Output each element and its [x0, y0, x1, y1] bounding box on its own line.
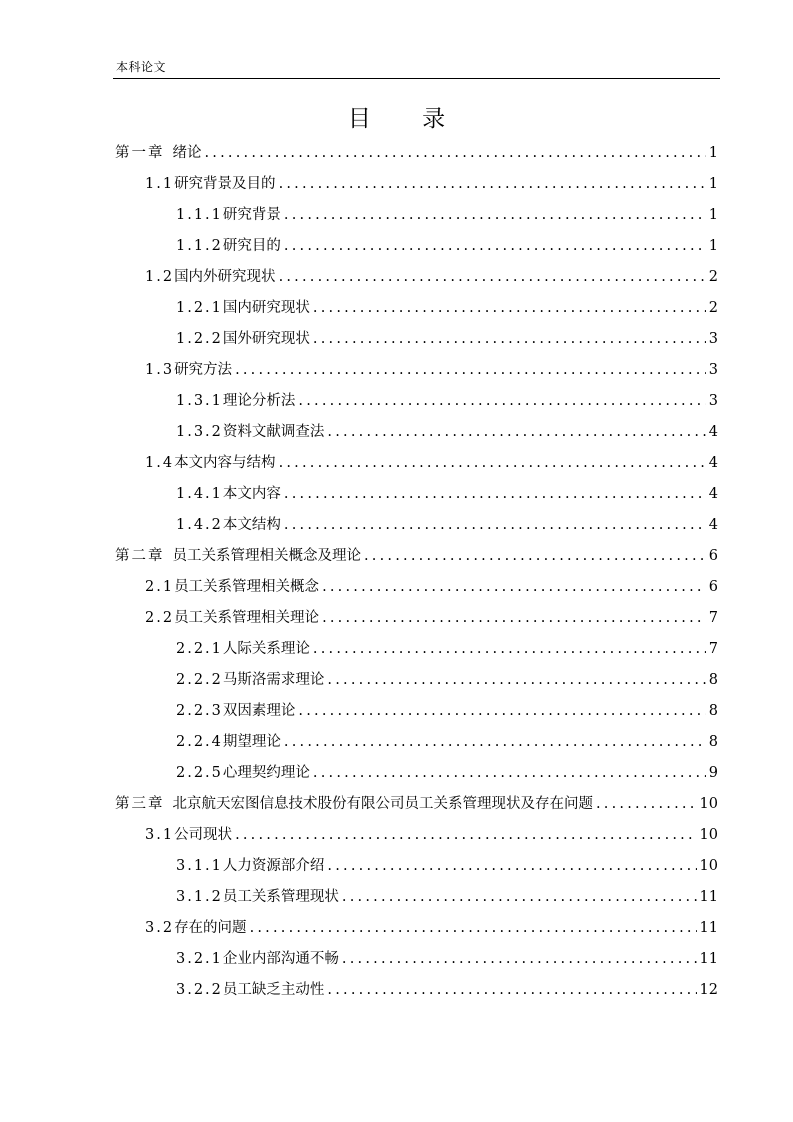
toc-entry-page-number: 1 [708, 207, 718, 223]
toc-entry[interactable] [145, 448, 718, 479]
toc-entry-title: 北京航天宏图信息技术股份有限公司员工关系管理现状及存在问题 [172, 796, 593, 812]
toc-entry-number: 1.4.2 [176, 517, 223, 533]
toc-entry-title: 员工关系管理相关概念及理论 [172, 548, 361, 564]
toc-entry-number: 1.4 [145, 455, 175, 471]
toc-entry-number: 第一章 [115, 145, 165, 161]
toc-entry-number: 1.3.1 [176, 393, 223, 409]
toc-entry-title: 公司现状 [174, 827, 233, 843]
toc-entry[interactable] [176, 200, 718, 231]
toc-entry-title: 员工关系管理现状 [222, 889, 339, 905]
toc-entry-title: 人际关系理论 [222, 641, 310, 657]
toc-dot-leader [284, 479, 706, 510]
toc-entry-title: 人力资源部介绍 [222, 858, 325, 874]
toc-entry-number: 1.1 [145, 176, 175, 192]
toc-entry-page-number: 3 [708, 331, 718, 347]
toc-entry-title: 国外研究现状 [222, 331, 310, 347]
toc-entry-page-number: 11 [699, 920, 718, 936]
toc-entry[interactable] [145, 355, 718, 386]
toc-entry-number: 2.2 [145, 610, 175, 626]
toc-entry[interactable] [115, 541, 718, 572]
toc-entry-title: 绪论 [172, 145, 202, 161]
toc-entry-number: 2.2.5 [176, 765, 223, 781]
toc-dot-leader [284, 200, 706, 231]
page-header: 本科论文 [116, 60, 167, 74]
toc-entry-page-number: 11 [699, 889, 718, 905]
toc-dot-leader [284, 231, 706, 262]
toc-dot-leader [364, 541, 706, 572]
toc-entry-title: 员工关系管理相关概念 [174, 579, 320, 595]
toc-entry-page-number: 4 [708, 455, 718, 471]
toc-entry-page-number: 7 [708, 610, 718, 626]
toc-entry-page-number: 1 [708, 238, 718, 254]
toc-entry-title: 员工缺乏主动性 [222, 982, 325, 998]
toc-entry-title: 期望理论 [222, 734, 281, 750]
toc-entry-number: 2.1 [145, 579, 175, 595]
toc-entry-page-number: 7 [708, 641, 718, 657]
toc-entry[interactable] [176, 634, 718, 665]
toc-entry-number: 3.2.1 [176, 951, 223, 967]
toc-entry[interactable] [176, 665, 718, 696]
toc-entry[interactable] [176, 510, 718, 541]
toc-entry-number: 1.4.1 [176, 486, 223, 502]
toc-entry-title: 理论分析法 [222, 393, 296, 409]
toc-entry-page-number: 11 [699, 951, 718, 967]
toc-entry-title: 马斯洛需求理论 [222, 672, 325, 688]
toc-entry-page-number: 6 [708, 548, 718, 564]
toc-entry-page-number: 10 [699, 858, 718, 874]
toc-entry-number: 3.1.1 [176, 858, 223, 874]
header-divider [113, 78, 720, 79]
toc-dot-leader [235, 355, 706, 386]
toc-entry[interactable] [176, 851, 718, 882]
toc-dot-leader [342, 944, 697, 975]
toc-dot-leader [596, 789, 697, 820]
toc-entry-number: 3.2.2 [176, 982, 223, 998]
toc-entry-title: 研究目的 [222, 238, 281, 254]
toc-dot-leader [235, 820, 696, 851]
toc-entry-title: 研究背景 [222, 207, 281, 223]
toc-entry-number: 1.3 [145, 362, 175, 378]
toc-entry-title: 研究方法 [174, 362, 233, 378]
toc-entry-page-number: 9 [708, 765, 718, 781]
toc-entry[interactable] [176, 324, 718, 355]
toc-entry-title: 双因素理论 [222, 703, 296, 719]
toc-entry-title: 本文内容 [222, 486, 281, 502]
toc-entry-title: 研究背景及目的 [174, 176, 276, 192]
toc-dot-leader [327, 851, 696, 882]
toc-entry-number: 1.1.2 [176, 238, 223, 254]
toc-dot-leader [313, 634, 706, 665]
toc-entry-number: 2.2.1 [176, 641, 223, 657]
toc-entry-number: 1.2.1 [176, 300, 223, 316]
toc-dot-leader [284, 510, 706, 541]
toc-dot-leader [298, 696, 705, 727]
toc-entry[interactable] [145, 820, 718, 851]
toc-entry[interactable] [176, 386, 718, 417]
toc-entry-page-number: 8 [708, 672, 718, 688]
toc-entry-number: 3.1 [145, 827, 175, 843]
toc-entry[interactable] [176, 882, 718, 913]
toc-dot-leader [327, 975, 696, 1006]
toc-entry-title: 资料文献调查法 [222, 424, 325, 440]
toc-entry-page-number: 1 [708, 145, 718, 161]
toc-entry-number: 1.3.2 [176, 424, 223, 440]
toc-entry-page-number: 4 [708, 517, 718, 533]
toc-entry-page-number: 8 [708, 703, 718, 719]
toc-entry[interactable] [145, 913, 718, 944]
toc-entry-page-number: 12 [699, 982, 718, 998]
toc-entry-title: 本文内容与结构 [174, 455, 276, 471]
toc-dot-leader [313, 293, 706, 324]
toc-entry[interactable] [115, 789, 718, 820]
toc-entry-title: 存在的问题 [174, 920, 247, 936]
toc-entry-number: 第三章 [115, 796, 165, 812]
toc-entry-number: 1.1.1 [176, 207, 223, 223]
toc-dot-leader [279, 262, 706, 293]
toc-entry[interactable] [176, 944, 718, 975]
toc-entry[interactable] [145, 169, 718, 200]
toc-entry[interactable] [176, 479, 718, 510]
toc-title: 目 录 [347, 106, 468, 132]
toc-entry[interactable] [176, 696, 718, 727]
toc-dot-leader [342, 882, 697, 913]
toc-dot-leader [298, 386, 705, 417]
toc-entry-number: 2.2.2 [176, 672, 223, 688]
toc-dot-leader [313, 324, 706, 355]
toc-entry-page-number: 6 [708, 579, 718, 595]
toc-entry[interactable] [176, 417, 718, 448]
toc-entry-page-number: 1 [708, 176, 718, 192]
toc-dot-leader [322, 603, 706, 634]
toc-entry-number: 3.2 [145, 920, 175, 936]
toc-entry-number: 第二章 [115, 548, 165, 564]
toc-entry-title: 本文结构 [222, 517, 281, 533]
toc-entry-title: 心理契约理论 [222, 765, 310, 781]
toc-entry-title: 企业内部沟通不畅 [222, 951, 339, 967]
toc-dot-leader [279, 448, 706, 479]
toc-entry-title: 员工关系管理相关理论 [174, 610, 320, 626]
toc-entry[interactable] [176, 293, 718, 324]
toc-entry-page-number: 2 [708, 269, 718, 285]
toc-dot-leader [327, 417, 705, 448]
toc-entry-number: 1.2.2 [176, 331, 223, 347]
toc-entry[interactable] [176, 975, 718, 1006]
toc-entry-number: 2.2.4 [176, 734, 223, 750]
toc-entry[interactable] [176, 727, 718, 758]
toc-entry-page-number: 4 [708, 486, 718, 502]
toc-entry[interactable] [176, 231, 718, 262]
toc-entry[interactable] [145, 603, 718, 634]
toc-entry-page-number: 10 [699, 827, 718, 843]
toc-entry-page-number: 3 [708, 362, 718, 378]
toc-entry-page-number: 10 [699, 796, 718, 812]
toc-entry[interactable] [145, 572, 718, 603]
toc-entry-number: 2.2.3 [176, 703, 223, 719]
toc-entry-page-number: 3 [708, 393, 718, 409]
toc-entry-page-number: 2 [708, 300, 718, 316]
toc-entry-page-number: 4 [708, 424, 718, 440]
toc-entry[interactable] [176, 758, 718, 789]
toc-entry-number: 1.2 [145, 269, 175, 285]
toc-dot-leader [284, 727, 706, 758]
toc-dot-leader [250, 913, 697, 944]
toc-entry-title: 国内研究现状 [222, 300, 310, 316]
toc-entry[interactable] [145, 262, 718, 293]
toc-entry[interactable] [115, 138, 718, 169]
toc-dot-leader [322, 572, 706, 603]
toc-entry-title: 国内外研究现状 [174, 269, 276, 285]
toc-dot-leader [327, 665, 705, 696]
toc-entry-page-number: 8 [708, 734, 718, 750]
toc-entry-number: 3.1.2 [176, 889, 223, 905]
toc-dot-leader [313, 758, 706, 789]
toc-dot-leader [205, 138, 706, 169]
toc-dot-leader [279, 169, 706, 200]
